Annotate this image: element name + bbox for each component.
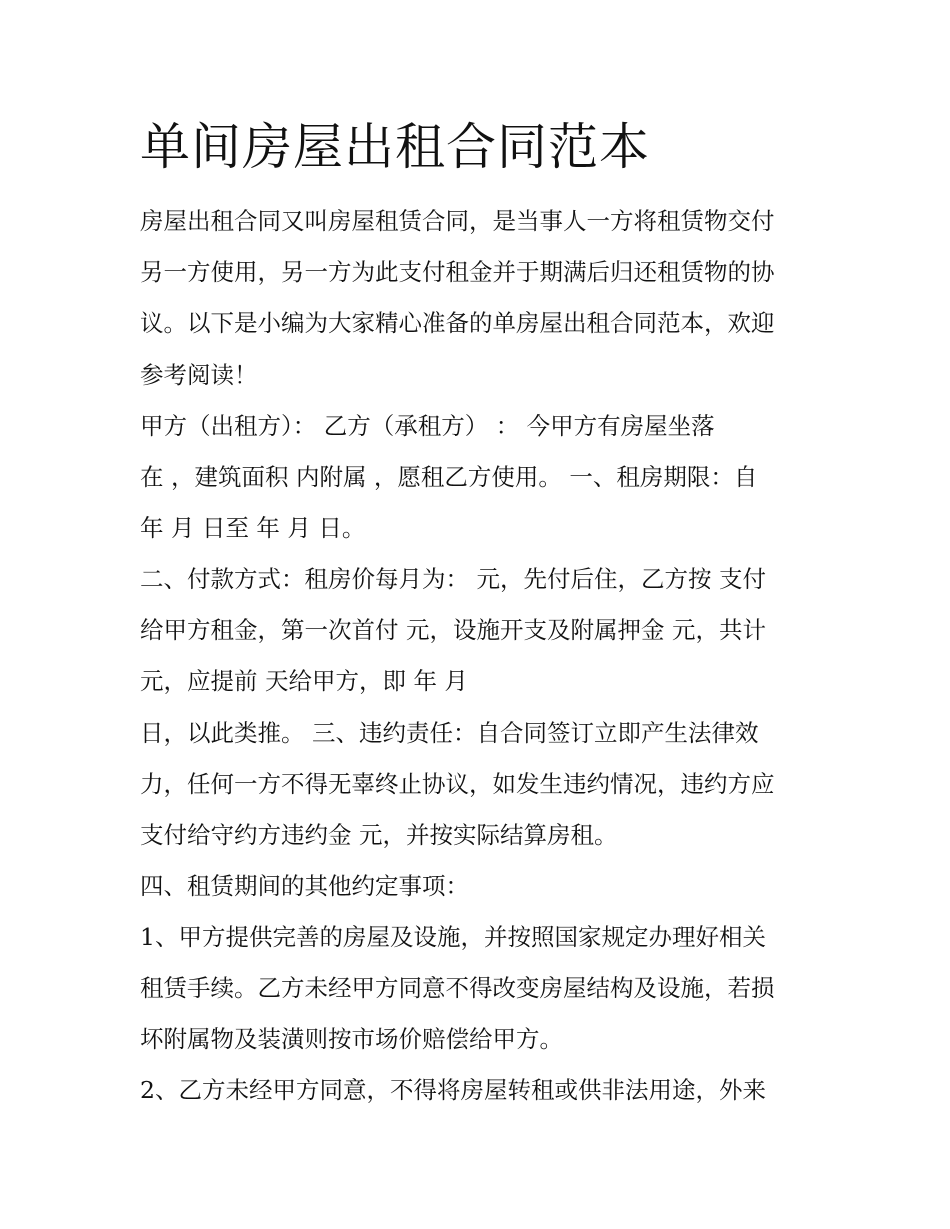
- body-line: 议。以下是小编为大家精心准备的单房屋出租合同范本，欢迎: [140, 309, 775, 337]
- body-line: 参考阅读！: [140, 361, 258, 389]
- body-line: 元，应提前 天给甲方，即 年 月: [140, 667, 468, 695]
- body-line: 力，任何一方不得无辜终止协议，如发生违约情况，违约方应: [140, 770, 775, 798]
- body-line: 2、乙方未经甲方同意，不得将房屋转租或供非法用途，外来: [140, 1076, 766, 1104]
- body-line: 二、付款方式：租房价每月为： 元，先付后住，乙方按 支付: [140, 565, 766, 593]
- body-line: 在 ，建筑面积 内附属 ，愿租乙方使用。 一、租房期限：自: [140, 463, 758, 491]
- body-line: 坏附属物及装潢则按市场价赔偿给甲方。: [140, 1025, 563, 1053]
- body-line: 1、甲方提供完善的房屋及设施，并按照国家规定办理好相关: [140, 923, 766, 951]
- document-title: 单间房屋出租合同范本: [140, 118, 650, 176]
- body-line: 四、租赁期间的其他约定事项：: [140, 872, 469, 900]
- body-line: 年 月 日至 年 月 日。: [140, 514, 366, 542]
- body-line: 另一方使用，另一方为此支付租金并于期满后归还租赁物的协: [140, 258, 775, 286]
- body-line: 支付给守约方违约金 元，并按实际结算房租。: [140, 821, 618, 849]
- body-line: 日，以此类推。 三、违约责任：自合同签订立即产生法律效: [140, 719, 759, 747]
- body-line: 给甲方租金，第一次首付 元，设施开支及附属押金 元，共计: [140, 616, 766, 644]
- body-line: 房屋出租合同又叫房屋租赁合同，是当事人一方将租赁物交付: [140, 207, 775, 235]
- body-line: 甲方（出租方）： 乙方（承租方） ： 今甲方有房屋坐落: [140, 412, 715, 440]
- body-line: 租赁手续。乙方未经甲方同意不得改变房屋结构及设施，若损: [140, 974, 775, 1002]
